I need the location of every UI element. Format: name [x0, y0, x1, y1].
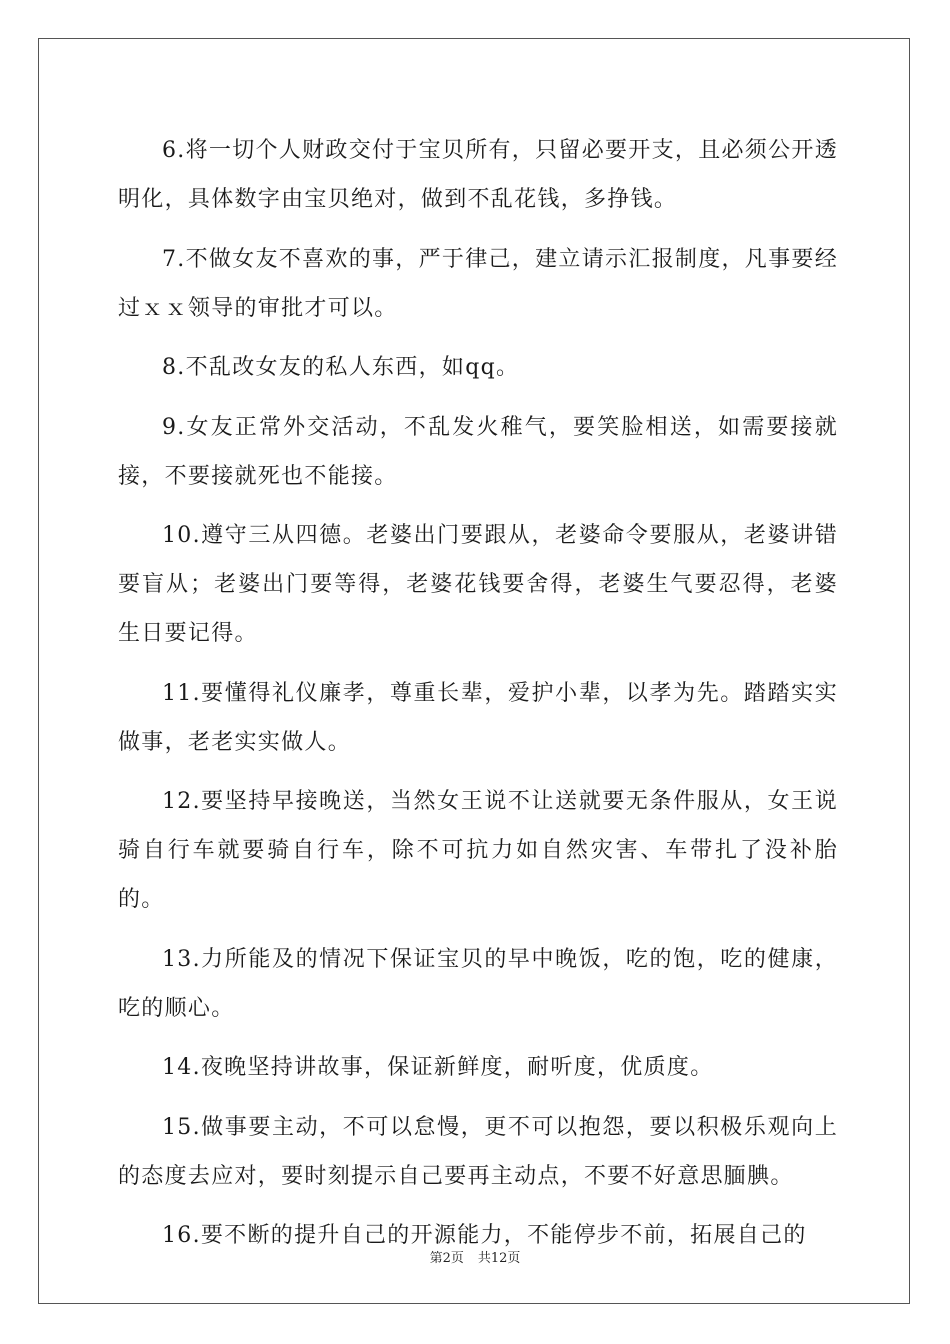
paragraph-item-12: 12.要坚持早接晚送，当然女王说不让送就要无条件服从，女王说骑自行车就要骑自行车，除不可抗力如自然灾害、车带扎了没补胎的。: [118, 789, 838, 912]
paragraph-item-11: 11.要懂得礼仪廉孝，尊重长辈，爱护小辈，以孝为先。踏踏实实做事，老老实实做人。: [118, 680, 838, 755]
paragraph-item-9: 9.女友正常外交活动，不乱发火稚气，要笑脸相送，如需要接就接，不要接就死也不能接。: [118, 414, 838, 489]
document-body: [118, 126, 838, 1271]
paragraph-item-14: 14.夜晚坚持讲故事，保证新鲜度，耐听度，优质度。: [162, 1055, 714, 1080]
current-page-label: 第2页: [429, 1251, 464, 1266]
paragraph-item-8: 8.不乱改女友的私人东西，如qq。: [162, 355, 520, 380]
paragraph-item-6: 6.将一切个人财政交付于宝贝所有，只留必要开支，且必须公开透明化，具体数字由宝贝绝对，做到不乱花钱，多挣钱。: [118, 138, 838, 212]
paragraph-item-16: 16.要不断的提升自己的开源能力，不能停步不前，拓展自己的: [162, 1223, 807, 1248]
paragraph-item-13: 13.力所能及的情况下保证宝贝的早中晚饭，吃的饱，吃的健康，吃的顺心。: [118, 946, 838, 1021]
total-pages-label: 共12页: [477, 1251, 521, 1266]
paragraph-item-7: 7.不做女友不喜欢的事，严于律己，建立请示汇报制度，凡事要经过ｘｘ领导的审批才可以。: [118, 246, 838, 321]
paragraph-item-10: 10.遵守三从四德。老婆出门要跟从，老婆命令要服从，老婆讲错要盲从；老婆出门要等得，老婆花钱要舍得，老婆生气要忍得，老婆生日要记得。: [118, 523, 838, 646]
page-footer: [0, 1247, 950, 1266]
paragraph-item-15: 15.做事要主动，不可以怠慢，更不可以抱怨，要以积极乐观向上的态度去应对，要时刻提示自己要再主动点，不要不好意思腼腆。: [118, 1114, 838, 1189]
